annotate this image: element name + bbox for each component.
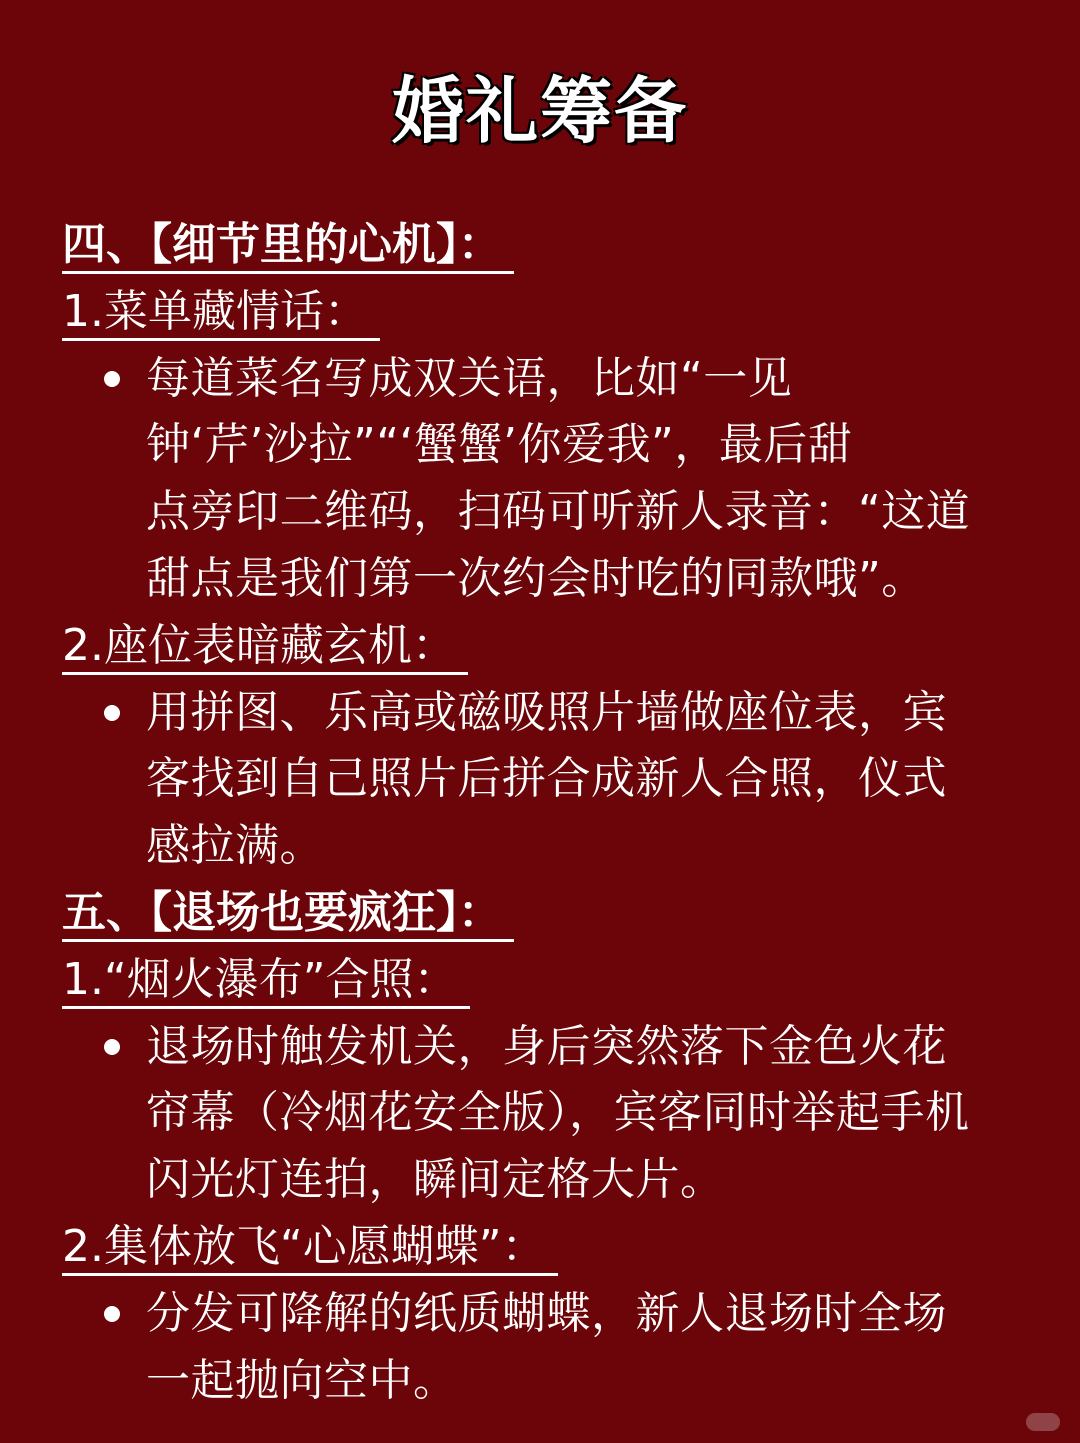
paragraph-line: 用拼图、乐高或磁吸照片墙做座位表，宾: [146, 686, 947, 738]
bullet-dot-icon: [104, 1306, 120, 1322]
article-body: [62, 212, 1042, 1414]
subheading: [62, 279, 1042, 346]
paragraph-line: 客找到自己照片后拼合成新人合照，仪式: [146, 753, 947, 805]
paragraph-line: 甜点是我们第一次约会时吃的同款哦”。: [146, 552, 926, 604]
section-heading-text: 四、【细节里的心机】：: [62, 219, 514, 274]
paragraph-line: 帘幕（冷烟花安全版），宾客同时举起手机: [146, 1087, 970, 1139]
paragraph-line: 每道菜名写成双关语，比如“一见: [146, 352, 793, 404]
subheading-text: 2.集体放飞“心愿蝴蝶”：: [62, 1221, 558, 1276]
bullet-paragraph: [62, 1014, 1042, 1214]
paragraph-line: 钟‘芹’沙拉”“‘蟹蟹’你爱我”，最后甜: [146, 419, 853, 471]
bullet-paragraph: [62, 680, 1042, 880]
watermark-logo-icon: [1026, 1413, 1060, 1431]
page-title: 婚礼筹备: [391, 69, 688, 153]
subheading-text: 2.座位表暗藏玄机：: [62, 620, 468, 675]
paragraph-line: 闪光灯连拍，瞬间定格大片。: [146, 1154, 725, 1206]
subheading: [62, 613, 1042, 680]
bullet-paragraph: [62, 346, 1042, 613]
subheading-text: 1.菜单藏情话：: [62, 286, 380, 341]
bullet-dot-icon: [104, 371, 120, 387]
bullet-paragraph: [62, 1281, 1042, 1415]
paragraph-line: 一起抛向空中。: [146, 1354, 458, 1406]
subheading: [62, 1214, 1042, 1281]
paragraph-line: 退场时触发机关，身后突然落下金色火花: [146, 1020, 947, 1072]
section-heading: [62, 880, 1042, 947]
subheading: [62, 947, 1042, 1014]
paragraph-line: 点旁印二维码，扫码可听新人录音：“这道: [146, 486, 971, 538]
section-heading-text: 五、【退场也要疯狂】：: [62, 887, 514, 942]
section-heading: [62, 212, 1042, 279]
paragraph-line: 感拉满。: [146, 820, 324, 872]
subheading-text: 1.“烟火瀑布”合照：: [62, 954, 470, 1009]
bullet-dot-icon: [104, 705, 120, 721]
bullet-dot-icon: [104, 1039, 120, 1055]
paragraph-line: 分发可降解的纸质蝴蝶，新人退场时全场: [146, 1287, 947, 1339]
